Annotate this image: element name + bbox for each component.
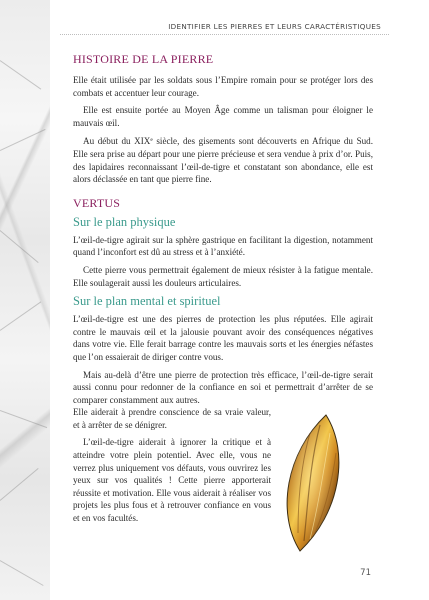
- marble-vein: [0, 560, 44, 586]
- marble-vein: [0, 230, 39, 263]
- paragraph: Cette pierre vous permettrait également de mieux résister à la fatigue mentale. Elle soulagerait aussi les douleurs articulaires.: [73, 264, 373, 288]
- paragraph: Elle aiderait à prendre conscience de sa vraie valeur, et à arrêter de se dénigrer.: [73, 407, 271, 430]
- marble-vein: [0, 410, 47, 428]
- paragraph: L’œil-de-tigre est une des pierres de protection les plus réputées. Elle agirait contre le mauvais œil et la jalousie pouvant avoir des conséquences négatives dans votre vie. Elle ferait barrage contre les mauvais sorts et les énergies néfastes que l’on essaierait de diriger contre vous.: [73, 314, 373, 362]
- paragraph: L’œil-de-tigre agirait sur la sphère gastrique en facilitant la digestion, notamment quand l’inconfort est dû au stress et à l’anxiété.: [73, 234, 373, 258]
- header-divider: [60, 34, 389, 35]
- paragraph: Elle était utilisée par les soldats sous l’Empire romain pour se protéger lors des combats et accentuer leur courage.: [73, 75, 373, 98]
- paragraph: L’œil-de-tigre aiderait à ignorer la critique et à atteindre votre plein potentiel. Avec elle, vous ne verrez plus uniquement vos défauts, vous ouvrirez les yeux sur vos qualités ! Cette pierre apporterait réussite et motivation. Elle vous aiderait à réaliser vos projets les plus fous et à retrouver confiance en vous et en vos facultés.: [73, 437, 271, 524]
- marble-texture-border: [0, 0, 50, 600]
- running-head: IDENTIFIER LES PIERRES ET LEURS CARACTÉRISTIQUES: [168, 22, 381, 31]
- paragraph: Elle est ensuite portée au Moyen Âge comme un talisman pour éloigner le mauvais œil.: [73, 105, 373, 128]
- marble-vein: [0, 468, 39, 501]
- page-number: 71: [360, 568, 371, 578]
- marble-vein: [0, 129, 46, 151]
- superscript: e: [150, 137, 153, 144]
- tiger-eye-stone-image: [280, 413, 346, 553]
- text-span: siècle, des gisements sont découverts en Afrique du Sud. Elle sera prise au départ pour une pierre précieuse et sera vendue à prix d’or. Puis, des lapidaires reconnaissant l’œil-de-tigre et constatant son abondance, elle est alors déclassée en tant que pierre fine.: [73, 136, 373, 185]
- section-title-vertus: VERTUS: [73, 195, 121, 210]
- marble-vein: [0, 60, 41, 89]
- subsection-title-physique: Sur le plan physique: [73, 214, 176, 229]
- marble-vein: [0, 301, 41, 330]
- text-span: Au début du XIX: [83, 136, 151, 147]
- paragraph: Mais au-delà d’être une pierre de protection très efficace, l’œil-de-tigre serait aussi connu pour redonner de la confiance en soi et permettrait d’arrêter de se comparer constamment aux autres.: [73, 369, 373, 405]
- subsection-title-mental: Sur le plan mental et spirituel: [73, 294, 221, 309]
- section-title-histoire: HISTOIRE DE LA PIERRE: [73, 52, 214, 66]
- paragraph: [73, 134, 373, 185]
